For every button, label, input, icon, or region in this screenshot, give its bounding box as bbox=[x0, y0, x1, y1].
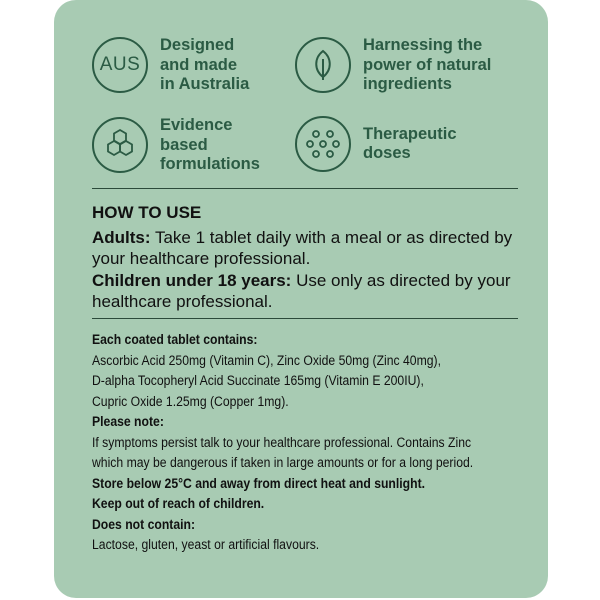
storage-instruction: Store below 25°C and away from direct heat and sunlight. bbox=[92, 475, 426, 492]
does-not-contain-heading: Does not contain: bbox=[92, 516, 196, 533]
children-label: Children under 18 years: bbox=[92, 270, 292, 290]
how-to-use-heading: HOW TO USE bbox=[92, 203, 202, 222]
feature-evidence bbox=[92, 116, 260, 175]
feature-evidence-text: Evidence based formulations bbox=[160, 116, 260, 173]
keep-out-warning: Keep out of reach of children. bbox=[92, 496, 265, 512]
divider-top bbox=[92, 188, 518, 189]
feature-natural-text: Harnessing the power of natural ingredients bbox=[363, 36, 492, 93]
does-not-contain-text: Lactose, gluten, yeast or artificial flavours. bbox=[92, 537, 320, 553]
feature-doses bbox=[295, 116, 457, 172]
please-note-line: If symptoms persist talk to your healthcare professional. Contains Zinc bbox=[92, 434, 472, 451]
please-note-heading: Please note: bbox=[92, 414, 164, 430]
children-instructions bbox=[92, 270, 522, 313]
product-info-panel bbox=[54, 0, 548, 598]
feature-australia-text: Designed and made in Australia bbox=[160, 36, 250, 93]
leaf-icon bbox=[295, 37, 351, 93]
how-to-use-section bbox=[92, 202, 522, 313]
molecule-icon bbox=[92, 117, 148, 173]
please-note-line: which may be dangerous if taken in large amounts or for a long period. bbox=[92, 455, 474, 471]
aus-badge-icon bbox=[92, 37, 148, 93]
adults-instructions bbox=[92, 227, 522, 270]
children-text: Use only as directed by your healthcare professional. bbox=[92, 270, 511, 311]
feature-australia bbox=[92, 36, 249, 95]
ingredients-heading: Each coated tablet contains: bbox=[92, 332, 258, 348]
ingredients-line: Cupric Oxide 1.25mg (Copper 1mg). bbox=[92, 393, 289, 410]
feature-doses-text: Therapeutic doses bbox=[363, 124, 457, 162]
ingredients-line: D-alpha Tocopheryl Acid Succinate 165mg (Vitamin E 200IU), bbox=[92, 373, 424, 389]
details-section bbox=[92, 330, 531, 556]
adults-text: Take 1 tablet daily with a meal or as directed by your healthcare professional. bbox=[92, 227, 513, 268]
adults-label: Adults: bbox=[92, 227, 151, 247]
ingredients-line: Ascorbic Acid 250mg (Vitamin C), Zinc Oxide 50mg (Zinc 40mg), bbox=[92, 352, 441, 369]
dots-icon bbox=[295, 116, 351, 172]
feature-natural bbox=[295, 36, 491, 95]
aus-badge-text: AUS bbox=[99, 54, 141, 76]
divider-middle bbox=[92, 318, 518, 319]
